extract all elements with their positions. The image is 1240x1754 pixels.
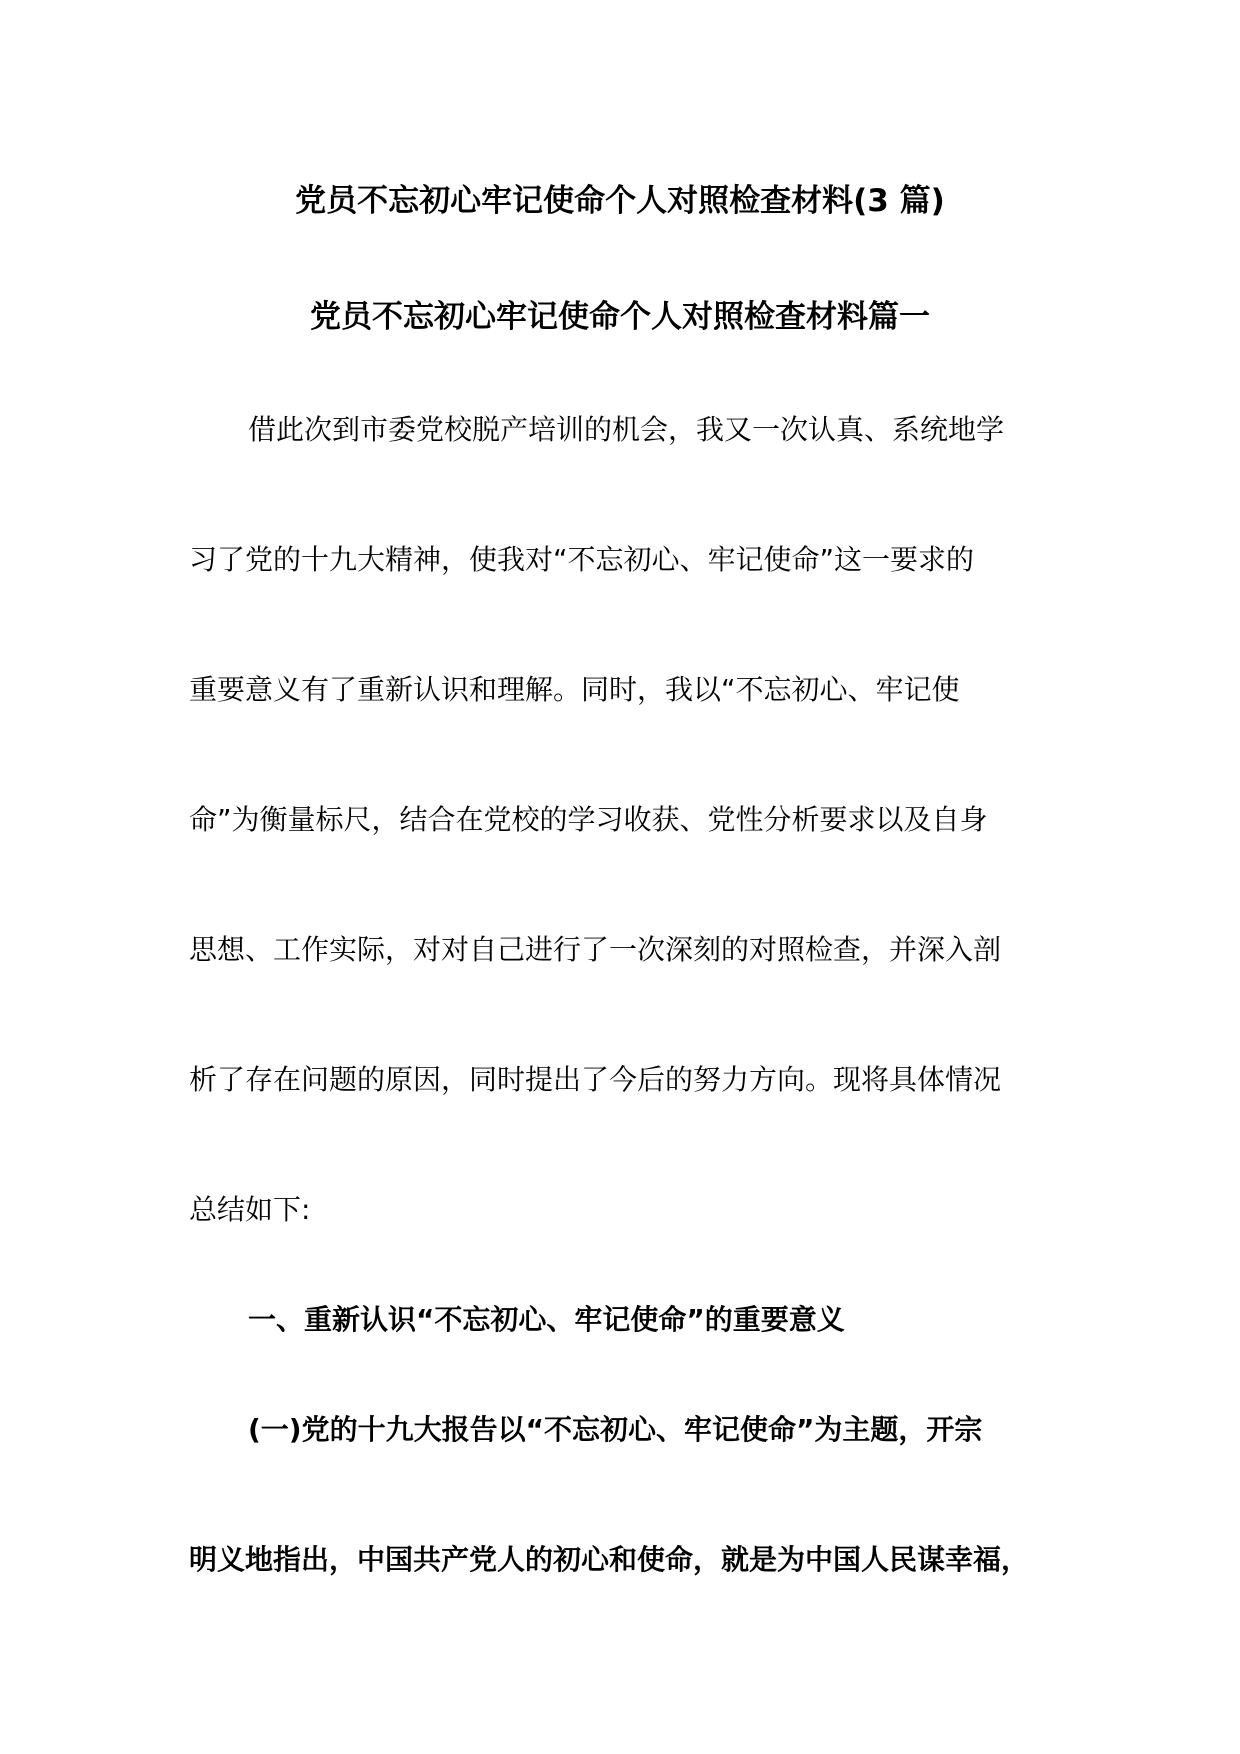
document-subtitle: 党员不忘初心牢记使命个人对照检查材料篇一	[310, 299, 930, 335]
section-heading: 一、重新认识“不忘初心、牢记使命”的重要意义	[248, 1303, 845, 1336]
paragraph-line: 析了存在问题的原因，同时提出了今后的努力方向。现将具体情况	[189, 1063, 1002, 1096]
paragraph-line: 命”为衡量标尺，结合在党校的学习收获、党性分析要求以及自身	[189, 803, 988, 836]
paragraph-line: 借此次到市委党校脱产培训的机会，我又一次认真、系统地学	[248, 413, 1005, 446]
paragraph-line: 总结如下:	[189, 1193, 311, 1226]
document-title: 党员不忘初心牢记使命个人对照检查材料(3 篇)	[295, 183, 945, 219]
paragraph-line: 明义地指出，中国共产党人的初心和使命，就是为中国人民谋幸福，	[189, 1543, 1030, 1576]
paragraph-line: 思想、工作实际，对对自己进行了一次深刻的对照检查，并深入剖	[189, 933, 1002, 966]
paragraph-line: 重要意义有了重新认识和理解。同时，我以“不忘初心、牢记使	[189, 673, 960, 706]
paragraph-line: 习了党的十九大精神，使我对“不忘初心、牢记使命”这一要求的	[189, 543, 975, 576]
paragraph-line: (一)党的十九大报告以“不忘初心、牢记使命”为主题，开宗	[248, 1413, 983, 1446]
